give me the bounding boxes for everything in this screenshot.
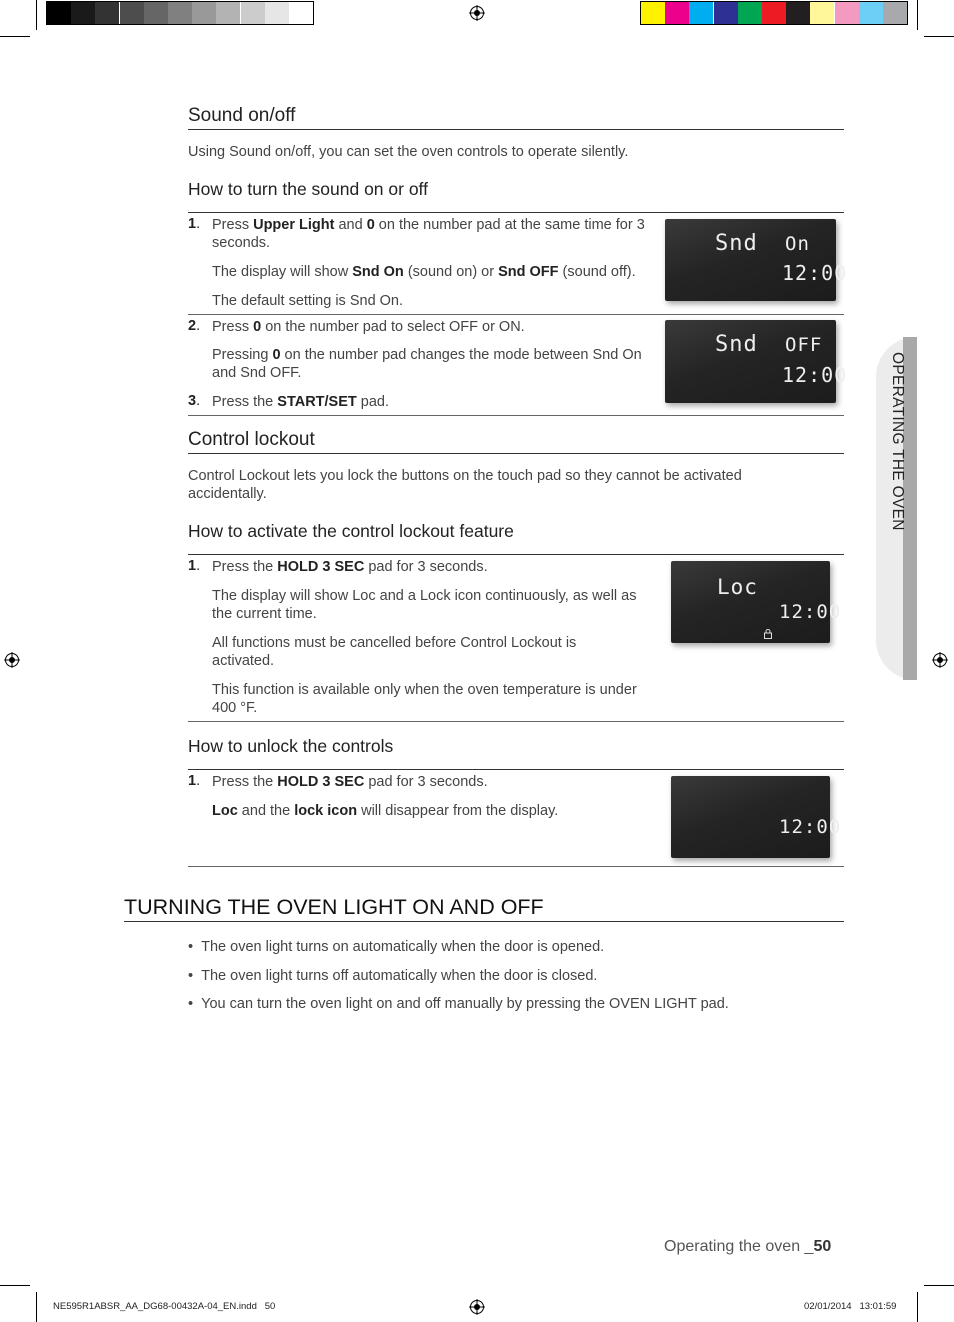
subsection-title-lockout: How to activate the control lockout feature bbox=[188, 521, 514, 541]
lockout-step1-note: All functions must be cancelled before Control Lockout is activated. bbox=[212, 635, 577, 669]
gray-swatch bbox=[144, 2, 168, 24]
step-number: 1. bbox=[188, 216, 201, 232]
step-number: 2. bbox=[188, 318, 201, 334]
list-item: • You can turn the oven light on and off manually by pressing the OVEN LIGHT pad. bbox=[188, 996, 729, 1012]
lockout-step1-display: The display will show Loc and a Lock icon continuously, as well as the current time. bbox=[212, 588, 637, 622]
crop-mark bbox=[924, 36, 954, 37]
registration-mark-icon bbox=[469, 5, 485, 21]
registration-mark-icon bbox=[4, 652, 20, 668]
color-swatch bbox=[665, 2, 689, 24]
list-item: • The oven light turns on automatically when the door is opened. bbox=[188, 939, 605, 955]
gray-swatch bbox=[192, 2, 216, 24]
display-time: 12:00 bbox=[779, 816, 842, 838]
display-right-text: OFF bbox=[785, 334, 823, 356]
sound-step1-display-text: The display will show Snd On (sound on) or Snd OFF (sound off). bbox=[212, 264, 636, 280]
divider bbox=[188, 453, 844, 454]
color-swatch bbox=[810, 2, 834, 24]
crop-mark bbox=[924, 1285, 954, 1286]
section-title-oven-light: TURNING THE OVEN LIGHT ON AND OFF bbox=[124, 895, 544, 919]
print-date: 02/01/2014 13:01:59 bbox=[804, 1301, 897, 1312]
sound-step3-text: Press the START/SET pad. bbox=[212, 394, 390, 410]
gray-swatch bbox=[71, 2, 95, 24]
display-left-text: Snd bbox=[715, 332, 758, 357]
color-swatch bbox=[689, 2, 713, 24]
registration-mark-icon bbox=[469, 1299, 485, 1315]
gray-swatch bbox=[241, 2, 265, 24]
color-swatch bbox=[883, 2, 907, 24]
gray-swatch bbox=[168, 2, 192, 24]
gray-swatch bbox=[289, 2, 313, 24]
gray-swatch bbox=[120, 2, 144, 24]
unlock-step1-text: Press the HOLD 3 SEC pad for 3 seconds. bbox=[212, 774, 488, 790]
divider bbox=[188, 721, 844, 722]
color-swatch bbox=[786, 2, 810, 24]
sound-step1-text: Press Upper Light and 0 on the number pad at the same time for 3 seconds. bbox=[212, 217, 645, 251]
step-number: 1. bbox=[188, 558, 201, 574]
display-left-text: Snd bbox=[715, 231, 758, 256]
sound-step2-detail: Pressing 0 on the number pad changes the mode between Snd On and Snd OFF. bbox=[212, 347, 642, 381]
crop-mark bbox=[917, 1292, 918, 1322]
display-time: 12:00 bbox=[782, 363, 848, 387]
divider bbox=[188, 769, 844, 770]
divider bbox=[124, 921, 844, 922]
display-snd-off bbox=[665, 320, 848, 403]
gray-swatch bbox=[216, 2, 240, 24]
display-snd-on bbox=[665, 219, 848, 301]
lockout-step1-temp: This function is available only when the oven temperature is under 400 °F. bbox=[212, 682, 637, 716]
page-number: 50 bbox=[813, 1238, 832, 1255]
gray-swatch bbox=[265, 2, 289, 24]
step-number: 1. bbox=[188, 773, 201, 789]
side-tab-label: OPERATING THE OVEN bbox=[889, 352, 906, 531]
color-swatch bbox=[738, 2, 762, 24]
subsection-title-sound: How to turn the sound on or off bbox=[188, 179, 428, 199]
crop-mark bbox=[0, 1285, 30, 1286]
crop-mark bbox=[917, 0, 918, 30]
divider bbox=[188, 212, 844, 213]
page-footer: Operating the oven _50 bbox=[664, 1238, 832, 1255]
section-title-sound: Sound on/off bbox=[188, 105, 296, 126]
divider bbox=[188, 129, 844, 130]
sound-intro: Using Sound on/off, you can set the oven controls to operate silently. bbox=[188, 144, 629, 160]
divider bbox=[188, 415, 844, 416]
lock-icon bbox=[764, 629, 772, 639]
subsection-title-unlock: How to unlock the controls bbox=[188, 736, 394, 756]
list-item: • The oven light turns off automatically when the door is closed. bbox=[188, 968, 598, 984]
display-unlocked bbox=[671, 776, 842, 858]
registration-mark-icon bbox=[932, 652, 948, 668]
crop-mark bbox=[36, 0, 37, 30]
unlock-step1-detail: Loc and the lock icon will disappear from the display. bbox=[212, 803, 559, 819]
gray-swatch bbox=[47, 2, 71, 24]
sound-step2-text: Press 0 on the number pad to select OFF or ON. bbox=[212, 319, 525, 335]
crop-mark bbox=[36, 1292, 37, 1322]
color-swatch bbox=[859, 2, 883, 24]
color-swatch bbox=[835, 2, 859, 24]
crop-mark bbox=[0, 36, 30, 37]
lockout-intro: Control Lockout lets you lock the buttons on the touch pad so they cannot be activated accidentally. bbox=[188, 468, 742, 502]
color-swatch bbox=[714, 2, 738, 24]
divider bbox=[188, 866, 844, 867]
file-info: NE595R1ABSR_AA_DG68-00432A-04_EN.indd 50 bbox=[53, 1301, 276, 1312]
display-time: 12:00 bbox=[779, 601, 842, 623]
display-left-text: Loc bbox=[717, 575, 758, 599]
section-title-lockout: Control lockout bbox=[188, 429, 315, 450]
display-loc bbox=[671, 561, 842, 643]
display-right-text: On bbox=[785, 233, 810, 255]
divider bbox=[188, 314, 844, 315]
lockout-step1-text: Press the HOLD 3 SEC pad for 3 seconds. bbox=[212, 559, 488, 575]
display-time: 12:00 bbox=[782, 261, 848, 285]
color-swatch bbox=[641, 2, 665, 24]
gray-swatch bbox=[95, 2, 119, 24]
color-swatch bbox=[762, 2, 786, 24]
sound-step1-default: The default setting is Snd On. bbox=[212, 293, 404, 309]
divider bbox=[188, 554, 844, 555]
step-number: 3. bbox=[188, 393, 201, 409]
